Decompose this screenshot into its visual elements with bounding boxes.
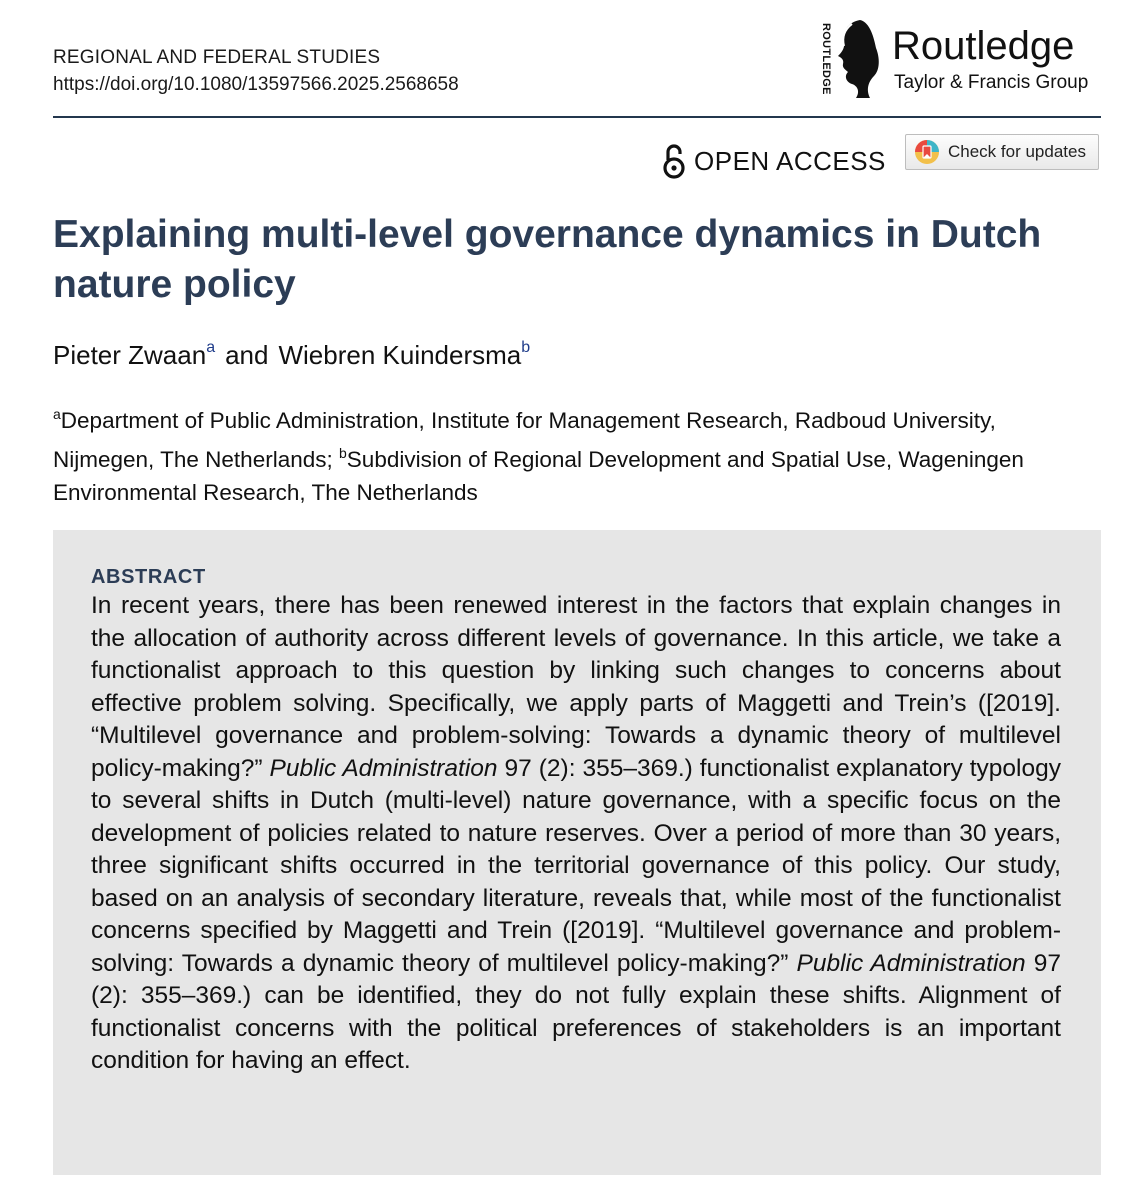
check-for-updates-button[interactable] <box>905 134 1099 170</box>
doi-link[interactable]: https://doi.org/10.1080/13597566.2025.2568658 <box>53 74 459 95</box>
abstract-segment: 97 (2): 355–369.) functionalist explanatory typology to several shifts in Dutch (multi-level) nature governance, with a specific focus on the development of policies related to nature reserves. Over a period of more than 30 years, three significant shifts occurred in the territorial governance of this policy. Our study, based on an analysis of secondary literature, reveals that, while most of the functionalist concerns specified by Maggetti and Trein ([2019]. “Multilevel governance and problem-solving: Towards a dynamic theory of multilevel policy-making?” <box>91 754 1062 977</box>
publisher-vertical-label: ROUTLEDGE <box>820 22 832 95</box>
author-name[interactable]: Pieter Zwaan <box>53 340 207 370</box>
header-divider <box>53 116 1101 118</box>
routledge-head-icon <box>830 16 882 101</box>
author-name[interactable]: Wiebren Kuindersma <box>278 340 522 370</box>
journal-header <box>53 44 459 98</box>
journal-name: REGIONAL AND FEDERAL STUDIES <box>53 47 381 68</box>
author-list <box>53 339 530 371</box>
article-title: Explaining multi-level governance dynamics in Dutch nature policy <box>53 213 1042 306</box>
author-affiliation-marker[interactable]: a <box>206 339 216 356</box>
abstract-heading: ABSTRACT <box>91 566 206 588</box>
affiliations <box>53 398 1103 509</box>
check-for-updates-label: Check for updates <box>948 142 1086 161</box>
author-affiliation-marker[interactable]: b <box>521 339 531 356</box>
abstract-text <box>91 590 1061 1078</box>
abstract-segment: In recent years, there has been renewed interest in the factors that explain changes in the allocation of authority across different levels of governance. In this article, we take a functionalist approach to this question by linking such changes to concerns about effective problem solving. Specifically, we apply parts of Maggetti and Trein’s ([2019]. “Multilevel governance and problem-solving: Towards a dynamic theory of multilevel policy-making?” <box>91 592 1061 782</box>
publisher-name: Routledge <box>892 24 1075 68</box>
affiliation-marker: b <box>339 445 347 461</box>
author-connector: and <box>225 340 269 370</box>
crossmark-icon <box>914 139 940 165</box>
open-lock-icon <box>662 142 686 180</box>
journal-citation: Public Administration <box>269 754 498 782</box>
abstract-segment: 97 (2): 355–369.) can be identified, they do not fully explain these shifts. Alignment of functionalist concerns with the political preferences of stakeholders is an important condition for having an effect. <box>91 949 1062 1074</box>
affiliation-marker: a <box>53 406 61 422</box>
publisher-group: Taylor & Francis Group <box>894 72 1089 93</box>
open-access-label: OPEN ACCESS <box>694 145 886 176</box>
publisher-logo <box>810 16 1100 101</box>
affiliation-text: Department of Public Administration, Institute for Management Research, Radboud University, Nijmegen, The Netherlands; <box>53 408 996 472</box>
abstract-box <box>53 530 1101 1175</box>
affiliation-text: Subdivision of Regional Development and Spatial Use, Wageningen Environmental Research, The Netherlands <box>53 447 1024 505</box>
journal-citation: Public Administration <box>796 949 1026 977</box>
open-access-badge <box>662 142 886 180</box>
